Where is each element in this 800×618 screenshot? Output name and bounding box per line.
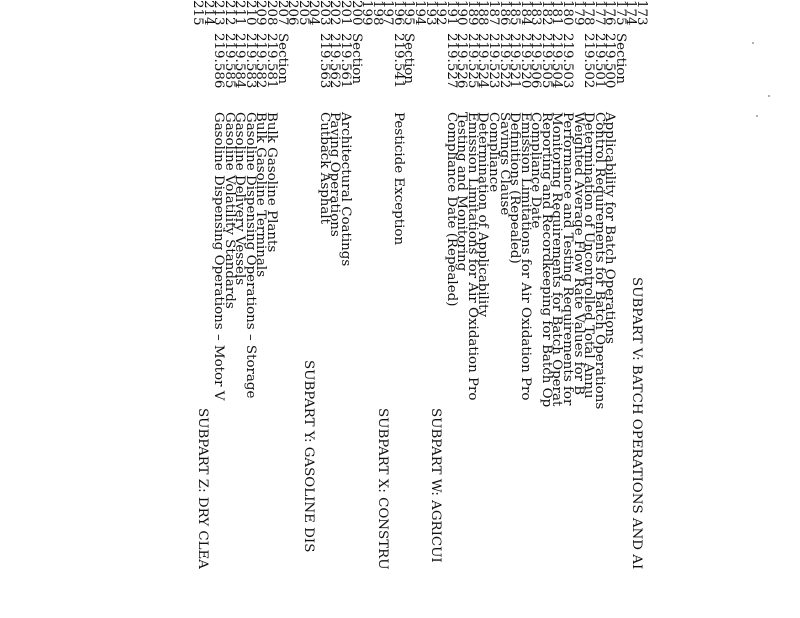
section-number: 219.585	[221, 33, 237, 89]
scan-speck	[756, 115, 758, 117]
line-number: 180	[560, 0, 576, 26]
line-number: 193	[422, 0, 438, 26]
section-number: 219.561	[338, 33, 354, 89]
section-title: Pesticide Exception	[390, 112, 406, 246]
section-number: 219.501	[591, 33, 607, 89]
section-title: Compliance	[486, 112, 502, 193]
section-title: Bulk Gasoline Terminals	[253, 112, 269, 278]
section-title: Gasoline Dispensing Operations – Motor V	[211, 112, 227, 401]
section-number: 219.520	[517, 33, 533, 89]
section-number: Section	[348, 33, 364, 84]
line-number: 198	[369, 0, 385, 26]
subpart-heading: SUBPART Z: DRY CLEA	[195, 408, 211, 569]
line-number: 189	[464, 0, 480, 26]
section-number: 219.582	[253, 33, 269, 89]
line-number: 182	[538, 0, 554, 26]
section-title: Bulk Gasoline Plants	[264, 112, 280, 253]
line-number: 184	[517, 0, 533, 26]
line-number: 187	[486, 0, 502, 26]
line-number: 206	[285, 0, 301, 26]
line-number: 200	[348, 0, 364, 26]
line-number: 204	[306, 0, 322, 26]
section-title: Compliance Date	[528, 112, 544, 229]
section-number: 219.503	[560, 33, 576, 89]
subpart-heading: SUBPART V: BATCH OPERATIONS AND AI	[628, 277, 644, 570]
line-number: 214	[200, 0, 216, 26]
line-number: 212	[221, 0, 237, 26]
section-title: Testing and Monitoring	[454, 112, 470, 272]
section-number: 219.563	[316, 33, 332, 89]
subpart-heading: SUBPART W: AGRICUI	[427, 408, 443, 563]
subpart-heading: SUBPART Y: GASOLINE DIS	[301, 360, 317, 553]
section-number: 219.505	[538, 33, 554, 89]
section-number: 219.506	[528, 33, 544, 89]
section-title: Control Requirements for Batch Operations	[591, 112, 607, 410]
section-number: 219.584	[232, 33, 248, 89]
section-number: 219.523	[486, 33, 502, 89]
section-number: Section	[274, 33, 290, 84]
section-number: 219.500	[602, 33, 618, 89]
section-number: 219.527	[443, 33, 459, 89]
section-number: Section	[612, 33, 628, 84]
line-number: 183	[528, 0, 544, 26]
section-title: Reporting and Recordkeeping for Batch Op	[538, 112, 554, 408]
section-number: 219.562	[327, 33, 343, 89]
line-number: 195	[401, 0, 417, 26]
line-number: 174	[623, 0, 639, 26]
line-number: 173	[634, 0, 649, 26]
line-number: 203	[316, 0, 332, 26]
section-title: Determination of Applicability	[475, 112, 491, 318]
section-number: 219.525	[464, 33, 480, 89]
subpart-heading: SUBPART X: CONSTRU	[375, 408, 391, 570]
section-number: 219.583	[242, 33, 258, 89]
section-number: Section	[401, 33, 417, 84]
line-number: 188	[475, 0, 491, 26]
line-number: 175	[612, 0, 628, 26]
line-number: 178	[581, 0, 597, 26]
section-title: Emission Limitations for Air Oxidation Pro	[517, 112, 533, 401]
line-number: 191	[443, 0, 459, 26]
line-number: 211	[232, 0, 248, 26]
line-number: 215	[190, 0, 206, 26]
section-title: Applicability for Batch Operations	[602, 112, 618, 344]
line-number: 179	[570, 0, 586, 26]
line-number: 213	[211, 0, 227, 26]
section-title: Compliance Date (Repealed)	[443, 112, 459, 307]
section-title: Architectural Coatings	[338, 112, 354, 267]
line-number: 196	[390, 0, 406, 26]
section-title: Performance and Testing Requirements for	[560, 112, 576, 406]
line-number: 210	[242, 0, 258, 26]
section-title: Gasoline Volatility Standards	[221, 112, 237, 309]
line-number: 190	[454, 0, 470, 26]
line-number: 208	[264, 0, 280, 26]
line-number: 185	[507, 0, 523, 26]
line-number: 202	[327, 0, 343, 26]
section-title: Paving Operations	[327, 112, 343, 237]
line-number: 201	[338, 0, 354, 26]
section-number: 219.522	[496, 33, 512, 89]
section-title: Definitions (Repealed)	[507, 112, 523, 264]
section-number: 219.526	[454, 33, 470, 89]
section-title: Determination of Uncontrolled Total Annu	[581, 112, 597, 399]
line-number: 192	[433, 0, 449, 26]
line-number: 194	[412, 0, 428, 26]
section-number: 219.541	[390, 33, 406, 89]
section-title: Weighted Average Flow Rate Values for B	[570, 112, 586, 396]
line-number: 199	[359, 0, 375, 26]
section-number: 219.581	[264, 33, 280, 89]
section-title: Monitoring Requirements for Batch Operat	[549, 112, 565, 407]
section-number: 219.586	[211, 33, 227, 89]
line-number: 176	[602, 0, 618, 26]
section-title: Gasoline Dispensing Operations – Storage	[242, 112, 258, 399]
section-title: Gasoline Delivery Vessels	[232, 112, 248, 286]
scan-speck	[752, 42, 754, 44]
section-number: 219.502	[581, 33, 597, 89]
line-number: 186	[496, 0, 512, 26]
line-number: 177	[591, 0, 607, 26]
section-number: 219.524	[475, 33, 491, 89]
section-title: Emission Limitations for Air Oxidation Pro	[464, 112, 480, 401]
section-title: Savings Clause	[496, 112, 512, 216]
section-number: 219.521	[507, 33, 523, 89]
scan-speck	[768, 95, 770, 97]
line-number: 205	[295, 0, 311, 26]
line-number: 197	[380, 0, 396, 26]
line-number: 207	[274, 0, 290, 26]
section-title: Cutback Asphalt	[316, 112, 332, 225]
line-number: 181	[549, 0, 565, 26]
line-number: 209	[253, 0, 269, 26]
section-number: 219.504	[549, 33, 565, 89]
